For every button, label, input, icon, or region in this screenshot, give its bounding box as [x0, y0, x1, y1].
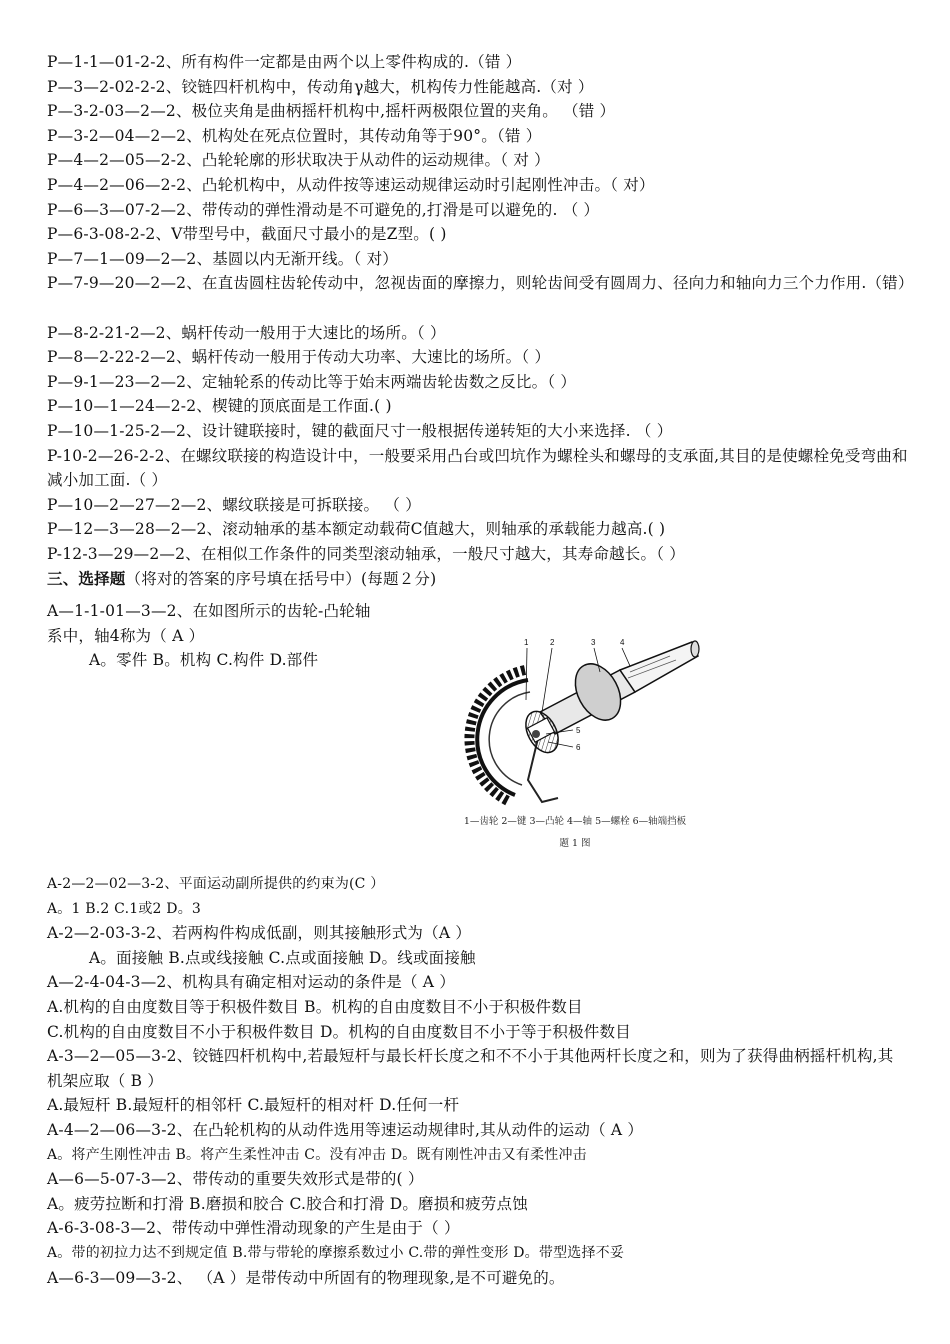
choice-line-5: A—2-4-04-3—2、机构具有确定相对运动的条件是（ A ）: [47, 973, 456, 992]
figure-legend: 1—齿轮 2—键 3—凸轮 4—轴 5—螺栓 6—轴端挡板: [463, 816, 687, 827]
choice-line-3: A-2—2-03-3-2、若两构件构成低副，则其接触形式为（A ）: [47, 924, 472, 943]
tf-item-4: P—3-2—04—2—2、机构处在死点位置时，其传动角等于90°。（错 ）: [47, 126, 542, 145]
tf-item-11: P—8-2-21-2—2、蜗杆传动一般用于大速比的场所。（ ）: [47, 323, 446, 342]
tf-item-16: P-10-2—26-2-2、在螺纹联接的构造设计中，一般要采用凸台或凹坑作为螺栓头和螺母的支承面,其目的是使螺栓免受弯曲和减小加工面.（ ）: [47, 446, 908, 490]
choice-line-9: A.最短杆 B.最短杆的相邻杆 C.最短杆的相对杆 D.任何一杆: [47, 1096, 460, 1115]
choice-line-12: A—6—5-07-3—2、带传动的重要失效形式是带的( ）: [47, 1170, 424, 1189]
choice-line-2: A。1 B.2 C.1或2 D。3: [47, 900, 202, 917]
tf-item-1: P—1-1—01-2-2、所有构件一定都是由两个以上零件构成的.（错 ）: [47, 53, 522, 71]
figure-label-4: 4: [620, 638, 625, 647]
tf-item-5: P—4—2—05—2-2、凸轮轮廓的形状取决于从动件的运动规律。（ 对 ）: [47, 151, 550, 170]
figure-label-3: 3: [591, 638, 596, 647]
choice-line-6: A.机构的自由度数目等于积极件数目 B。机构的自由度数目不小于积极件数目: [47, 998, 583, 1016]
choice-line-16: A—6-3—09—3-2、 （A ）是带传动中所固有的物理现象,是不可避免的。: [47, 1268, 565, 1287]
figure-label-6: 6: [576, 743, 581, 752]
q1-line-1: A—1-1-01—3—2、在如图所示的齿轮-凸轮轴: [47, 602, 371, 620]
shaft: [540, 641, 699, 734]
tf-item-14: P—10—1—24—2-2、楔键的顶底面是工作面.( ): [47, 397, 392, 416]
tf-item-10: P—7-9—20—2—2、在直齿圆柱齿轮传动中，忽视齿面的摩擦力，则轮齿间受有圆周力、径向力和轴向力三个力作用.（错）: [47, 274, 914, 293]
choice-line-8: A-3—2—05—3-2、铰链四杆机构中,若最短杆与最长杆长度之和不不小于其他两杆长度之和，则为了获得曲柄摇杆机构,其机架应取（ B ）: [47, 1047, 894, 1090]
tf-item-2: P—3—2-02-2-2、铰链四杆机构中，传动角γ越大，机构传力性能越高.（对 ）: [47, 77, 594, 96]
choice-line-10: A-4—2—06—3-2、在凸轮机构的从动件选用等速运动规律时,其从动件的运动（ A ）: [47, 1121, 644, 1139]
figure-label-2: 2: [550, 638, 555, 647]
tf-item-7: P—6—3—07-2—2、带传动的弹性滑动是不可避免的,打滑是可以避免的. （ ）: [47, 200, 600, 219]
tf-item-3: P—3-2-03—2—2、极位夹角是曲柄摇杆机构中,摇杆两极限位置的夹角。 （错 ）: [47, 102, 616, 121]
tf-item-12: P—8—2-22-2—2、蜗杆传动一般用于传动大功率、大速比的场所。（ ）: [47, 348, 551, 367]
choice-line-4: A。面接触 B.点或线接触 C.点或面接触 D。线或面接触: [89, 948, 476, 967]
q1-line-2: 系中，轴4称为（ A ）: [47, 626, 205, 645]
tf-item-8: P—6-3-08-2-2、V带型号中，截面尺寸最小的是Z型。( ): [47, 225, 447, 244]
choice-line-1: A-2—2—02—3-2、平面运动副所提供的约束为(C ）: [47, 876, 385, 892]
choice-line-15: A。带的初拉力达不到规定值 B.带与带轮的摩擦系数过小 C.带的弹性变形 D。带型选择不妥: [47, 1245, 625, 1261]
figure-label-5: 5: [576, 726, 581, 735]
tf-item-15: P—10—1-25-2—2、设计键联接时，键的截面尺寸一般根据传递转矩的大小来选择. （ ）: [47, 422, 673, 440]
choice-line-7: C.机构的自由度数目不小于积极件数目 D。机构的自由度数目不小于等于积极件数目: [47, 1022, 631, 1041]
gear-cam-shaft-figure: [430, 630, 720, 850]
section-note: （将对的答案的序号填在括号中）(每题２分): [125, 569, 437, 588]
figure-caption: 题 1 图: [559, 838, 591, 849]
tf-item-6: P—4—2—06—2-2、凸轮机构中，从动件按等速运动规律运动时引起刚性冲击。（ 对）: [47, 176, 655, 194]
choice-line-14: A-6-3-08-3—2、带传动中弹性滑动现象的产生是由于（ ）: [47, 1219, 460, 1238]
q1-options: A。零件 B。机构 C.构件 D.部件: [89, 651, 319, 670]
section-title: 三、选择题: [47, 568, 126, 588]
figure-label-1: 1: [524, 638, 529, 647]
tf-item-9: P—7—1—09—2—2、基圆以内无渐开线。（ 对）: [47, 249, 398, 268]
section-heading: [47, 567, 909, 592]
tf-item-19: P-12-3—29—2—2、在相似工作条件的同类型滚动轴承，一般尺寸越大，其寿命越长。（ ）: [47, 545, 685, 563]
choice-line-13: A。疲劳拉断和打滑 B.磨损和胶合 C.胶合和打滑 D。磨损和疲劳点蚀: [47, 1194, 528, 1213]
choice-line-11: A。将产生刚性冲击 B。将产生柔性冲击 C。没有冲击 D。既有刚性冲击又有柔性冲击: [47, 1146, 587, 1163]
tf-item-17: P—10—2—27—2—2、螺纹联接是可拆联接。 （ ）: [47, 495, 421, 514]
tf-item-18: P—12—3—28—2—2、滚动轴承的基本额定动载荷C值越大，则轴承的承载能力越高.( ): [47, 520, 666, 539]
tf-item-13: P—9-1—23—2—2、定轴轮系的传动比等于始末两端齿轮齿数之反比。（ ）: [47, 372, 577, 391]
